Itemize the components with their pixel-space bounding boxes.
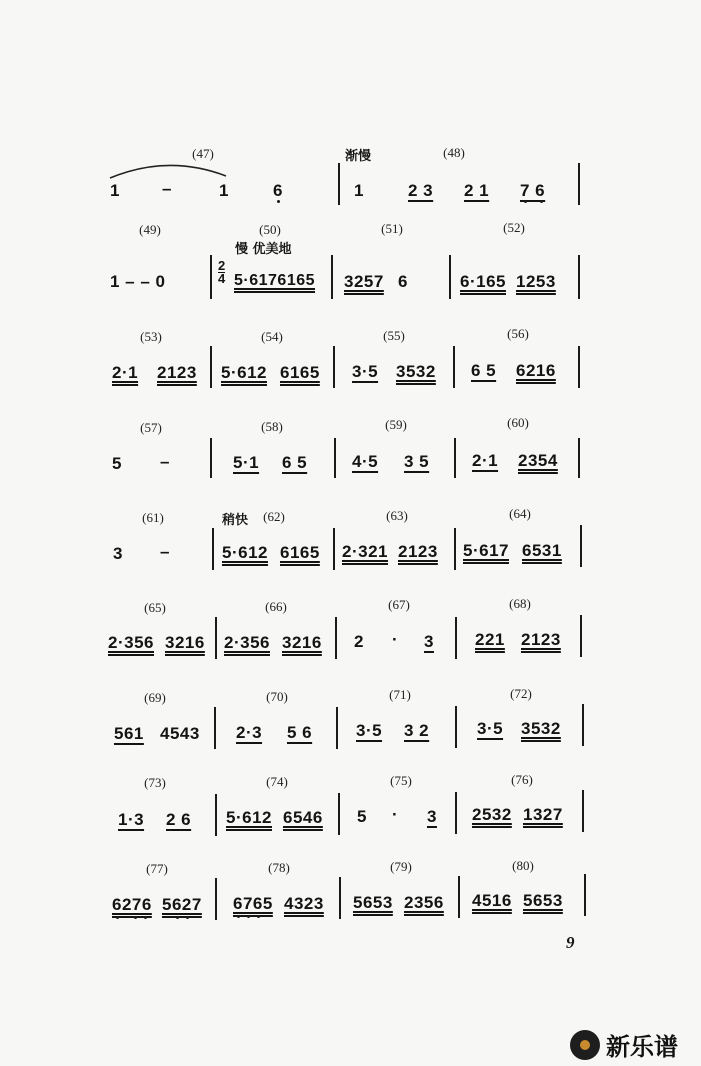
measure-number: (69) — [144, 690, 166, 705]
barline — [210, 438, 212, 478]
note-group: 2·3 — [236, 723, 263, 742]
barline — [453, 346, 455, 388]
measure-number: (77) — [146, 861, 168, 876]
note-group: 2354 — [518, 451, 558, 470]
barline — [336, 707, 338, 749]
note: 6 — [398, 272, 408, 291]
measure-number: (59) — [385, 417, 407, 432]
barline — [333, 346, 335, 388]
note-group: 5·612 — [221, 363, 267, 382]
measure-number: (80) — [512, 858, 534, 873]
note-group: 3216 — [165, 633, 205, 652]
barline — [335, 617, 337, 659]
note-group: 2 1 — [464, 181, 490, 200]
barline — [578, 346, 580, 388]
octave-dot — [257, 915, 260, 918]
octave-dot — [540, 200, 543, 203]
tempo-marking: 慢 优美地 — [235, 242, 292, 257]
note-group: 6216 — [516, 361, 556, 380]
barline — [338, 793, 340, 835]
barline — [333, 528, 335, 570]
barline — [454, 528, 456, 570]
note-group: 5653 — [523, 891, 563, 910]
measure-number: (68) — [509, 596, 531, 611]
note-group: 2 3 — [408, 181, 434, 200]
note: 1 — [354, 181, 364, 200]
octave-dot — [144, 916, 147, 919]
barline — [455, 706, 457, 748]
note: 3 — [113, 544, 123, 563]
note-group: 6276 — [112, 895, 152, 914]
measure-number: (72) — [510, 686, 532, 701]
note-group: 3216 — [282, 633, 322, 652]
measure-number: (60) — [507, 415, 529, 430]
measure-number: (53) — [140, 329, 162, 344]
measure-number: (63) — [386, 508, 408, 523]
note-group: 6765 — [233, 894, 273, 913]
barline — [331, 255, 333, 299]
octave-dot — [247, 915, 250, 918]
note-group: 2532 — [472, 805, 512, 824]
note-group: 3·5 — [352, 362, 379, 381]
barline — [578, 163, 580, 205]
note-group: 2·1 — [472, 451, 499, 470]
note-group: 2·1 — [112, 363, 139, 382]
note-group: 5·1 — [233, 453, 260, 472]
note: 5 — [357, 807, 367, 826]
note-group: 2·356 — [224, 633, 270, 652]
measure-number: (49) — [139, 222, 161, 237]
measure-number: (67) — [388, 597, 410, 612]
note-group: 5·612 — [222, 543, 268, 562]
measure-number: (57) — [140, 420, 162, 435]
note-group: 6 5 — [471, 361, 497, 380]
time-signature: 2 4 — [218, 258, 226, 286]
dash: – — [162, 179, 172, 198]
barline — [215, 878, 217, 920]
tempo-marking: 渐慢 — [345, 149, 372, 164]
note-group: 6165 — [280, 363, 320, 382]
page-number: 9 — [566, 933, 575, 952]
measure-number: (54) — [261, 329, 283, 344]
octave-dot — [524, 200, 527, 203]
measure-number: (74) — [266, 774, 288, 789]
barline — [578, 255, 580, 299]
barline — [215, 617, 217, 659]
barline — [578, 438, 580, 478]
tie-arc — [108, 160, 228, 180]
measure-number: (73) — [144, 775, 166, 790]
octave-dot — [277, 200, 280, 203]
note-group: 3·5 — [477, 719, 504, 738]
barline — [454, 438, 456, 478]
note-group: 3 2 — [404, 721, 430, 740]
note-group: 2356 — [404, 893, 444, 912]
note-group: 3 5 — [404, 452, 430, 471]
octave-dot — [237, 915, 240, 918]
note: 3 — [427, 807, 437, 826]
note-group: 6165 — [280, 543, 320, 562]
barline — [215, 794, 217, 836]
barline — [449, 255, 451, 299]
note-group: 1253 — [516, 272, 556, 291]
note-group: 1 – – 0 — [110, 272, 166, 291]
measure-number: (55) — [383, 328, 405, 343]
measure-number: (51) — [381, 221, 403, 236]
record-disc-icon — [570, 1030, 600, 1060]
note-group: 2 6 — [166, 810, 192, 829]
measure-number: (62) — [263, 509, 285, 524]
measure-number: (58) — [261, 419, 283, 434]
note: 1 — [219, 181, 229, 200]
note: 5 — [112, 454, 122, 473]
note-group: 6531 — [522, 541, 562, 560]
note-group: 5653 — [353, 893, 393, 912]
measure-number: (48) — [443, 145, 465, 160]
note-group: 1·3 — [118, 810, 145, 829]
measure-number: (64) — [509, 506, 531, 521]
note-group: 4516 — [472, 891, 512, 910]
note-group: 3257 — [344, 272, 384, 291]
barline — [582, 790, 584, 832]
measure-number: (79) — [390, 859, 412, 874]
note: 1 — [110, 181, 120, 200]
barline — [458, 876, 460, 918]
measure-number: (52) — [503, 220, 525, 235]
measure-number: (47) — [192, 146, 214, 161]
barline — [210, 346, 212, 388]
note: 6 — [273, 181, 283, 200]
note-group: 1327 — [523, 805, 563, 824]
barline — [584, 874, 586, 916]
note-group: 5·617 — [463, 541, 509, 560]
note: 3 — [424, 632, 434, 651]
barline — [338, 163, 340, 205]
octave-dot — [134, 916, 137, 919]
note-group: 6546 — [283, 808, 323, 827]
barline — [214, 707, 216, 749]
octave-dot — [176, 916, 179, 919]
note-group: 2·356 — [108, 633, 154, 652]
note-group: 5 6 — [287, 723, 313, 742]
note-group: 4323 — [284, 894, 324, 913]
note-group: 4543 — [160, 724, 200, 743]
note-group: 2123 — [521, 630, 561, 649]
measure-number: (78) — [268, 860, 290, 875]
measure-number: (75) — [390, 773, 412, 788]
measure-number: (71) — [389, 687, 411, 702]
barline — [212, 528, 214, 570]
dot-extension: · — [392, 630, 399, 649]
dot-extension: · — [392, 805, 399, 824]
dash: – — [160, 452, 170, 471]
barline — [339, 877, 341, 919]
barline — [455, 792, 457, 834]
note-group: 561 — [114, 724, 144, 743]
note-group: 6·165 — [460, 272, 506, 291]
measure-number: (66) — [265, 599, 287, 614]
note-group: 4·5 — [352, 452, 379, 471]
note-group: 3532 — [396, 362, 436, 381]
note-group: 2123 — [157, 363, 197, 382]
barline — [580, 615, 582, 657]
barline — [334, 438, 336, 478]
measure-number: (61) — [142, 510, 164, 525]
dash: – — [160, 542, 170, 561]
measure-number: (70) — [266, 689, 288, 704]
note-group: 3·5 — [356, 721, 383, 740]
note-group: 5·6176165 — [234, 272, 316, 289]
octave-dot — [186, 916, 189, 919]
note-group: 2·321 — [342, 542, 388, 561]
octave-dot — [116, 916, 119, 919]
note-group: 5627 — [162, 895, 202, 914]
barline — [455, 617, 457, 659]
barline — [580, 525, 582, 567]
note-group: 221 — [475, 630, 505, 649]
measure-number: (65) — [144, 600, 166, 615]
note-group: 6 5 — [282, 453, 308, 472]
note: 2 — [354, 632, 364, 651]
note-group: 7 6 — [520, 181, 546, 200]
tempo-marking: 稍快 — [222, 513, 249, 528]
barline — [210, 255, 212, 299]
note-group: 3532 — [521, 719, 561, 738]
note-group: 5·612 — [226, 808, 272, 827]
logo-text: 新乐谱 — [606, 1033, 678, 1061]
watermark-logo — [570, 1027, 678, 1062]
measure-number: (50) — [259, 222, 281, 237]
measure-number: (56) — [507, 326, 529, 341]
note-group: 2123 — [398, 542, 438, 561]
barline — [582, 704, 584, 746]
measure-number: (76) — [511, 772, 533, 787]
